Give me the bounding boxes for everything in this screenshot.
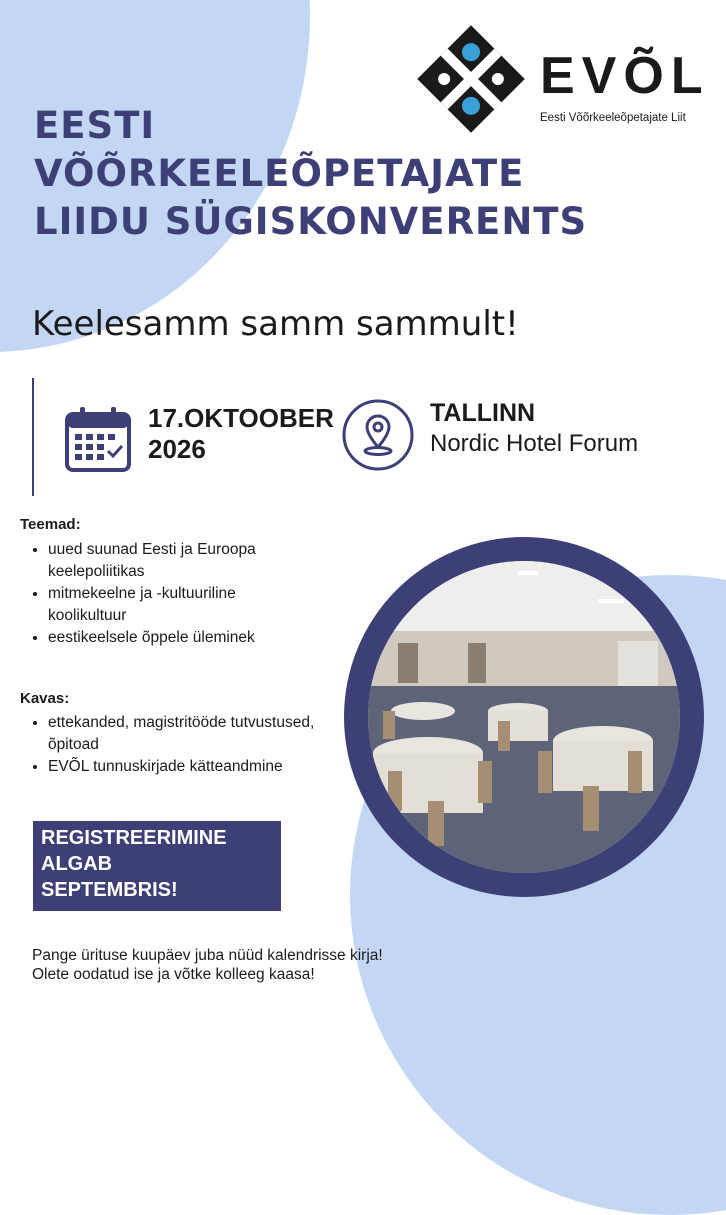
slogan: Keelesamm samm sammult! [32,304,519,344]
list-item: • ettekanded, magistritööde tutvustused, õpitoad [48,712,318,756]
footer-line: Pange ürituse kuupäev juba nüüd kalendrisse kirja! [32,947,383,964]
footer-note [32,946,383,984]
calendar-icon [64,406,132,474]
conference-title [34,102,587,246]
registration-line: SEPTEMBRIS! [41,879,178,901]
logo-wordmark: EVÕL [540,47,710,105]
topics-heading: Teemad: [20,516,81,533]
conference-hall-photo [368,561,680,873]
list-item: • mitmekeelne ja -kultuuriline koolikultuur [48,583,318,627]
event-date-year: 2026 [148,434,206,464]
divider-line [32,378,34,496]
registration-banner [33,821,281,911]
title-line: VÕÕRKEELEÕPETAJATE [34,152,525,195]
footer-line: Olete oodatud ise ja võtke kolleeg kaasa! [32,966,315,983]
event-date-day: 17.OKTOOBER [148,403,334,433]
list-item: • EVÕL tunnuskirjade kätteandmine [48,756,318,778]
event-date [148,403,334,465]
event-city: TALLINN [430,399,536,427]
registration-line: ALGAB [41,853,113,875]
title-line: EESTI [34,104,156,147]
program-list [22,712,318,778]
list-item: • eestikeelsele õppele üleminek [48,627,318,649]
list-item: • uued suunad Eesti ja Euroopa keelepoliitikas [48,539,318,583]
location-pin-icon [341,398,415,472]
program-heading: Kavas: [20,690,70,707]
topics-list [22,539,318,649]
registration-line: REGISTREERIMINE [41,827,227,849]
title-line: LIIDU SÜGISKONVERENTS [34,200,588,243]
event-venue: Nordic Hotel Forum [430,430,639,457]
logo-subtitle: Eesti Võõrkeeleõpetajate Liit [540,112,686,124]
